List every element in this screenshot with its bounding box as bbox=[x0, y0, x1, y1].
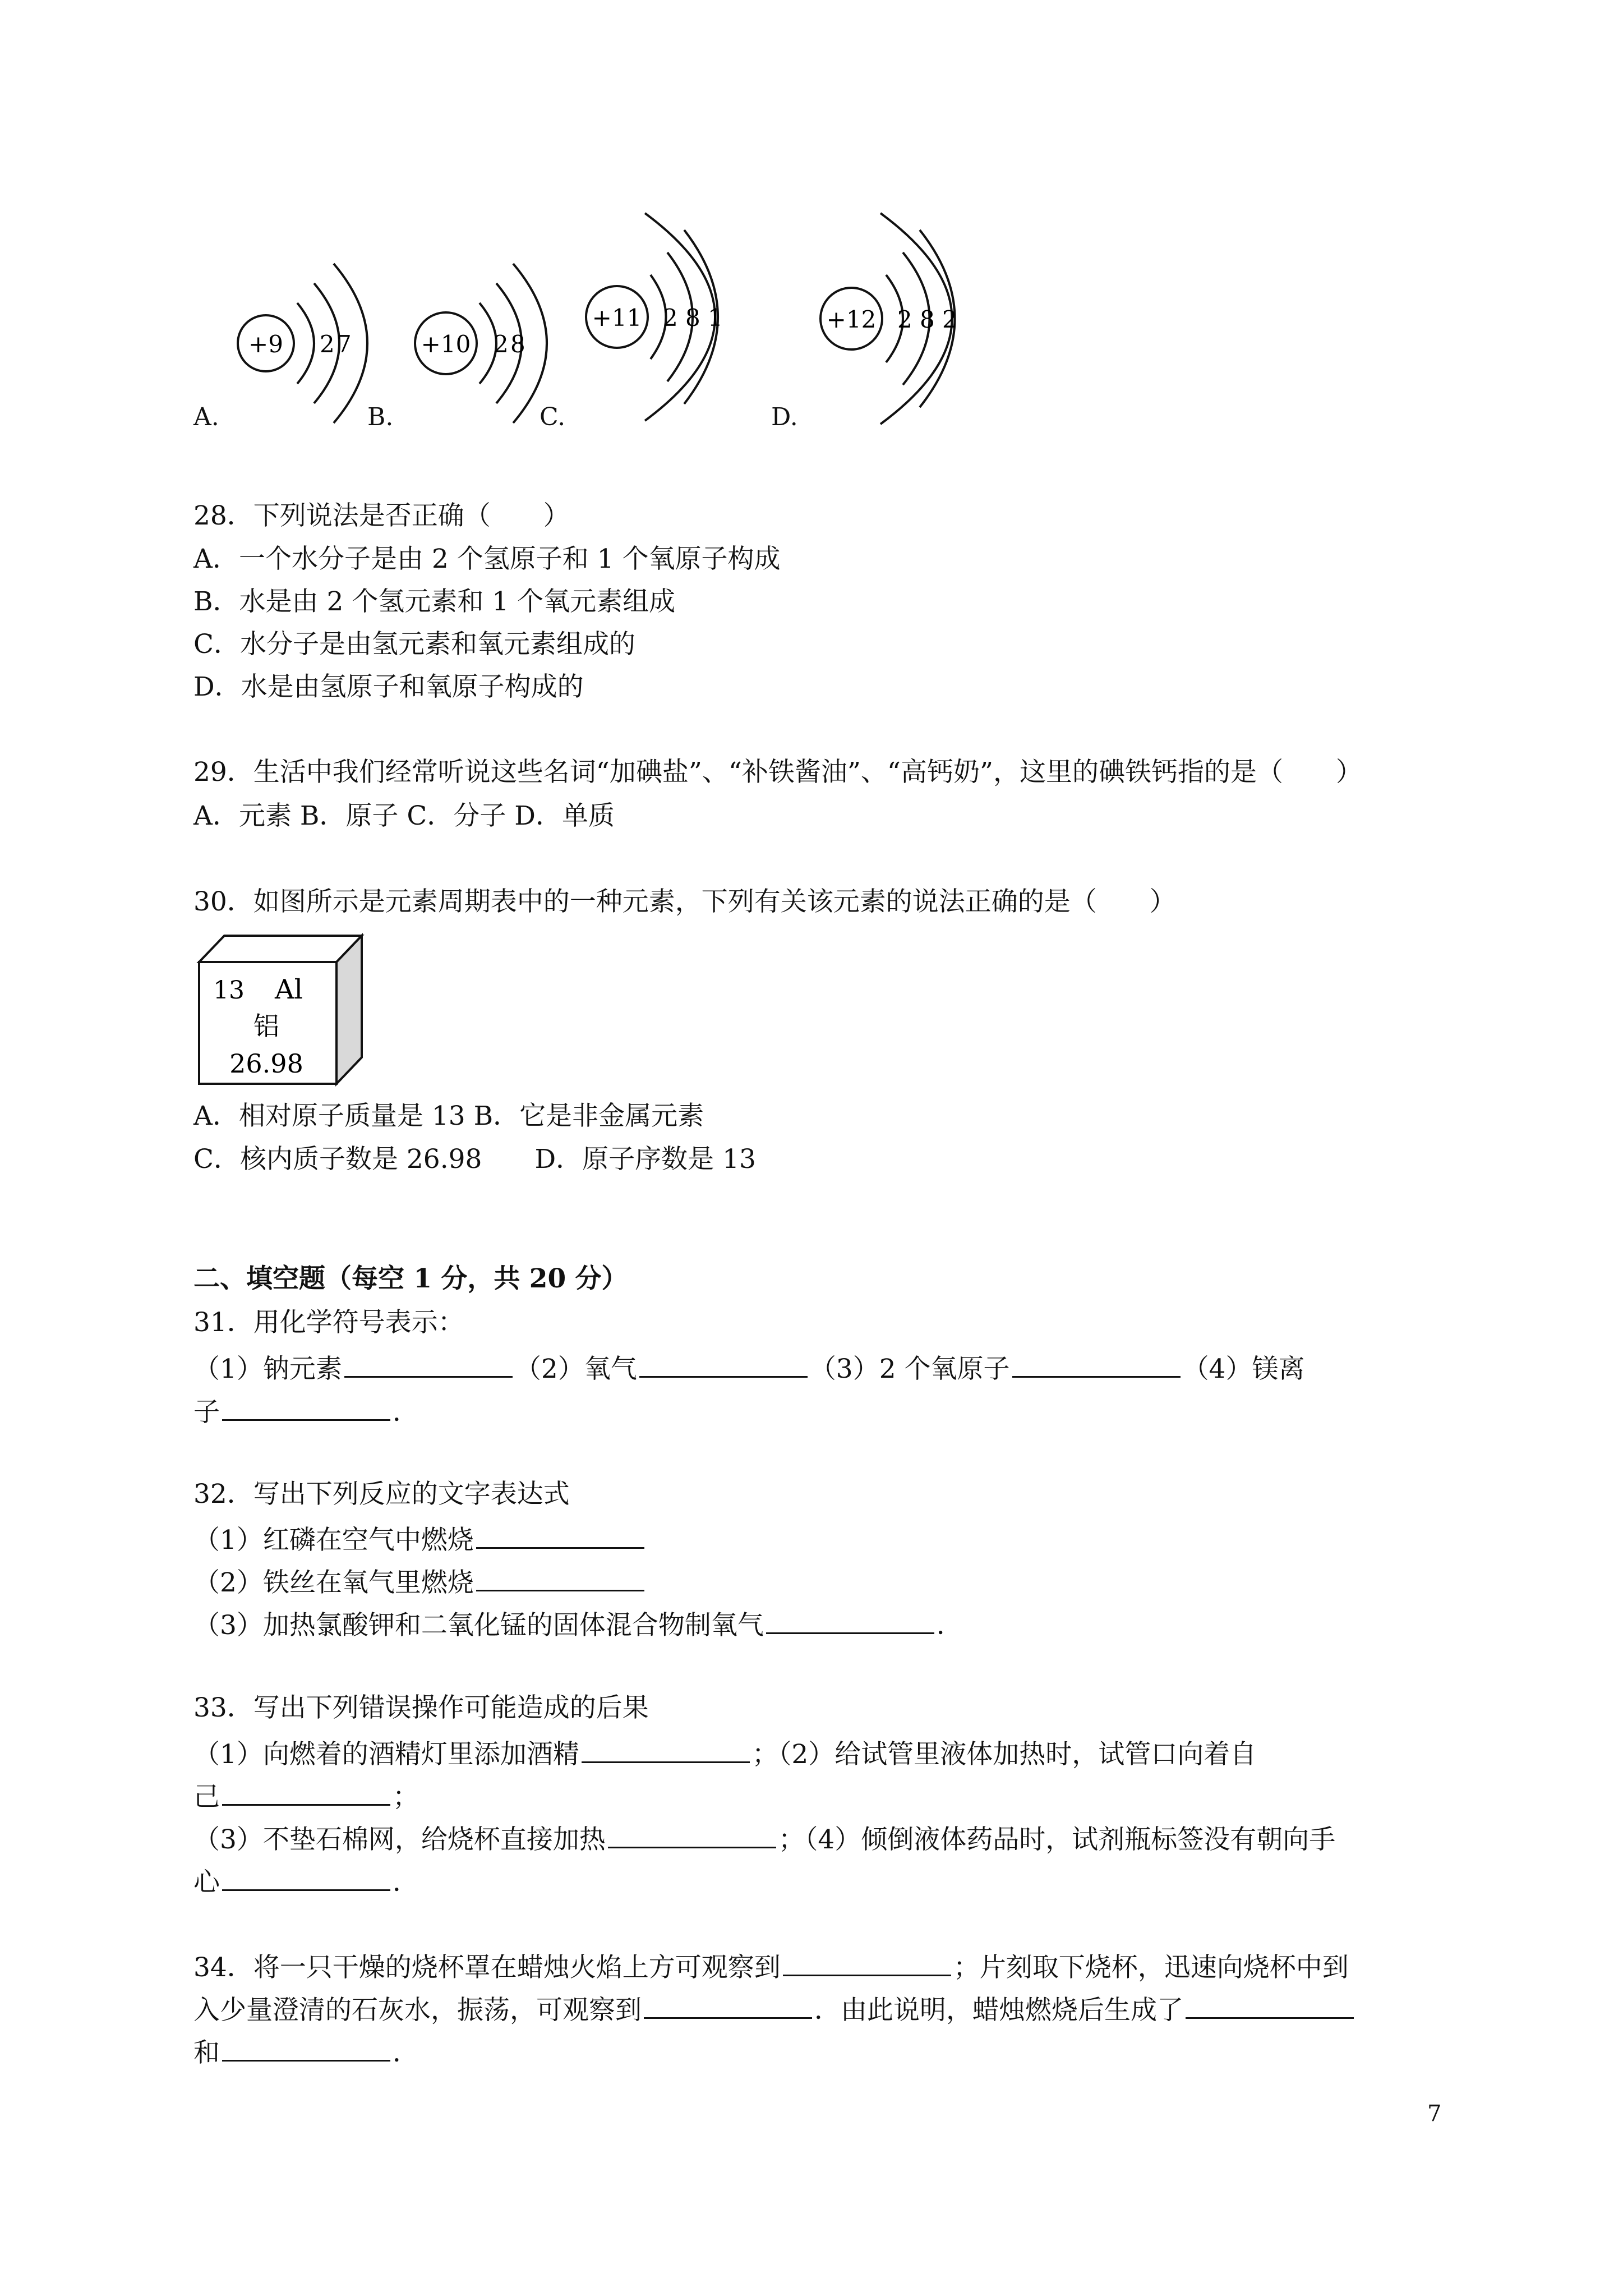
q34-part3: 入少量澄清的石灰水，振荡，可观察到 bbox=[193, 1995, 642, 2026]
q32-blank-3[interactable] bbox=[766, 1605, 934, 1634]
q34-line3: 和 ． bbox=[193, 2033, 419, 2070]
q33-blank-4[interactable] bbox=[222, 1862, 390, 1891]
element-number: 13 bbox=[213, 976, 245, 1005]
q32-line3: （3）加热氯酸钾和二氧化锰的固体混合物制氧气 ． bbox=[193, 1605, 963, 1642]
q31-blank-4[interactable] bbox=[222, 1392, 390, 1421]
q34-line2 bbox=[193, 1990, 1356, 2027]
q29-options: A．元素 B．原子 C．分子 D．单质 bbox=[193, 800, 615, 831]
atom-a-shell-1: 2 bbox=[320, 330, 335, 358]
q28-option-c: C．水分子是由氢元素和氧元素组成的 bbox=[193, 629, 635, 660]
q31-part1: （1）钠元素 bbox=[193, 1354, 342, 1384]
atom-b bbox=[415, 264, 547, 423]
atom-d-shell-3: 2 bbox=[942, 306, 957, 333]
atom-a bbox=[238, 264, 367, 423]
q32-part1: （1）红磷在空气中燃烧 bbox=[193, 1525, 474, 1556]
atom-c-shell-3: 1 bbox=[708, 304, 723, 332]
q34-part2: ；片刻取下烧杯，迅速向烧杯中到 bbox=[953, 1952, 1349, 1983]
element-symbol: Al bbox=[275, 974, 303, 1005]
q34-blank-1[interactable] bbox=[783, 1948, 951, 1976]
q31-blank-1[interactable] bbox=[344, 1349, 513, 1378]
q31-line1 bbox=[193, 1349, 1304, 1386]
q30-options-line1: A．相对原子质量是 13 B．它是非金属元素 bbox=[193, 1101, 704, 1131]
q32-part2: （2）铁丝在氧气里燃烧 bbox=[193, 1567, 474, 1598]
q31-part2: （2）氧气 bbox=[514, 1354, 637, 1384]
atom-c bbox=[586, 213, 723, 421]
atom-b-shell-1: 2 bbox=[494, 330, 509, 358]
q33-part1: （1）向燃着的酒精灯里添加酒精 bbox=[193, 1739, 579, 1770]
q34-blank-4[interactable] bbox=[222, 2033, 390, 2062]
q32-part3: （3）加热氯酸钾和二氧化锰的固体混合物制氧气 bbox=[193, 1610, 764, 1641]
atom-d-shell-2: 8 bbox=[920, 306, 935, 333]
q34-blank-3[interactable] bbox=[1186, 1990, 1354, 2019]
q34-part5: 和 bbox=[193, 2037, 220, 2068]
atom-d-label: D. bbox=[771, 403, 798, 431]
q31-part4b: 子 bbox=[193, 1397, 220, 1428]
q33-line3 bbox=[193, 1820, 1335, 1857]
atom-c-shell-2: 8 bbox=[685, 304, 700, 332]
atom-b-nucleus: +10 bbox=[421, 330, 471, 358]
q32-stem: 32．写出下列反应的文字表达式 bbox=[193, 1479, 570, 1510]
q28-option-b: B．水是由 2 个氢元素和 1 个氧元素组成 bbox=[193, 586, 676, 617]
q33-part2b: 己 bbox=[193, 1782, 220, 1812]
element-name: 铝 bbox=[253, 1011, 279, 1041]
q28-option-a: A．一个水分子是由 2 个氢原子和 1 个氧原子构成 bbox=[193, 544, 781, 574]
atom-b-shell-2: 8 bbox=[510, 330, 525, 358]
atom-c-shell-1: 2 bbox=[663, 304, 678, 332]
q33-part2: ；（2）给试管里液体加热时，试管口向着自 bbox=[751, 1739, 1257, 1770]
q31-blank-2[interactable] bbox=[639, 1349, 808, 1378]
q29-stem: 29．生活中我们经常听说这些名词“加碘盐”、“补铁酱油”、“高钙奶”，这里的碘铁钙指的是（ ） bbox=[193, 757, 1362, 788]
atom-d-nucleus: +12 bbox=[826, 306, 877, 333]
q30-stem: 30．如图所示是元素周期表中的一种元素，下列有关该元素的说法正确的是（ ） bbox=[193, 886, 1176, 917]
atom-a-label: A. bbox=[193, 403, 219, 431]
q34-part1: 34．将一只干燥的烧杯罩在蜡烛火焰上方可观察到 bbox=[193, 1952, 781, 1983]
q33-stem: 33．写出下列错误操作可能造成的后果 bbox=[193, 1692, 649, 1723]
q30-options-line2: C．核内质子数是 26.98 D．原子序数是 13 bbox=[193, 1144, 756, 1175]
atom-d-shell-1: 2 bbox=[897, 306, 912, 333]
page-number: 7 bbox=[1427, 2101, 1442, 2127]
q33-line1 bbox=[193, 1734, 1256, 1772]
q31-part3: （3）2 个氧原子 bbox=[809, 1354, 1010, 1384]
atom-a-shell-2: 7 bbox=[336, 330, 352, 358]
element-mass: 26.98 bbox=[229, 1048, 303, 1079]
element-tile bbox=[193, 926, 379, 1094]
q33-blank-2[interactable] bbox=[222, 1777, 390, 1806]
q33-part3: （3）不垫石棉网，给烧杯直接加热 bbox=[193, 1824, 606, 1855]
q32-line2 bbox=[193, 1563, 647, 1600]
atom-d bbox=[820, 213, 957, 424]
section-heading: 二、填空题（每空 1 分，共 20 分） bbox=[193, 1263, 628, 1294]
atom-diagrams bbox=[0, 0, 1623, 449]
atom-a-nucleus: +9 bbox=[248, 330, 283, 358]
q34-blank-2[interactable] bbox=[644, 1990, 812, 2019]
q33-part4: ；（4）倾倒液体药品时，试剂瓶标签没有朝向手 bbox=[778, 1824, 1336, 1855]
q31-part4: （4）镁离 bbox=[1182, 1354, 1305, 1384]
atom-b-label: B. bbox=[367, 403, 394, 431]
q33-blank-1[interactable] bbox=[582, 1734, 750, 1763]
q33-blank-3[interactable] bbox=[608, 1820, 776, 1848]
q32-line1 bbox=[193, 1520, 647, 1557]
q32-blank-1[interactable] bbox=[476, 1520, 644, 1549]
q31-stem: 31．用化学符号表示： bbox=[193, 1307, 464, 1338]
q28-stem: 28．下列说法是否正确（ ） bbox=[193, 500, 570, 531]
q32-blank-2[interactable] bbox=[476, 1563, 644, 1591]
q31-line2: 子 ． bbox=[193, 1392, 419, 1429]
atom-c-nucleus: +11 bbox=[592, 304, 642, 332]
q34-line1 bbox=[193, 1948, 1349, 1985]
q33-line4: 心 ． bbox=[193, 1862, 419, 1899]
q28-option-d: D．水是由氢原子和氧原子构成的 bbox=[193, 671, 584, 702]
atom-c-label: C. bbox=[540, 403, 566, 431]
q33-part4b: 心 bbox=[193, 1867, 220, 1898]
q31-blank-3[interactable] bbox=[1012, 1349, 1181, 1378]
q33-line2: 己 ； bbox=[193, 1777, 419, 1814]
q34-part4: ．由此说明，蜡烛燃烧后生成了 bbox=[814, 1995, 1183, 2026]
